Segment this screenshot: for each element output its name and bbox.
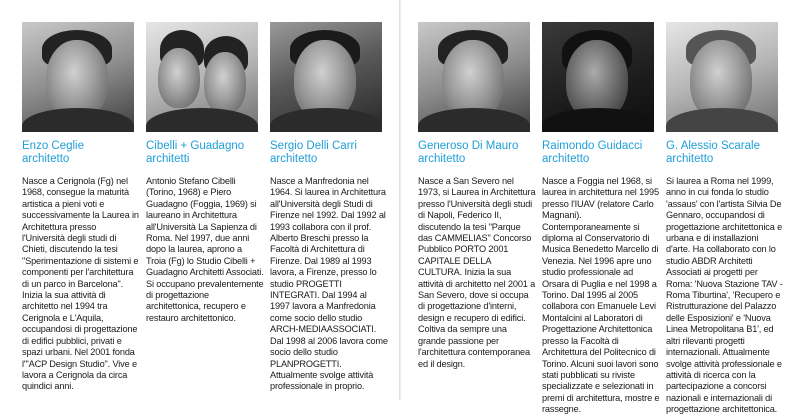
architect-role: architetti — [146, 153, 190, 165]
portrait-photo — [418, 22, 530, 132]
architect-bio: Nasce a Manfredonia nel 1964. Si laurea in Architettura all'Università degli Studi di Firenze nel 1992. Dal 1992 al 1993 collabora con il prof. Alberto Breschi presso la Facoltà di Architettura di Firenze. Dal 1989 al 1993 lavora, a Firenze, presso lo studio PROGETTI INTEGRATI. Dal 1994 al 1997 lavora a Manfredonia come socio dello studio ARCH-MEDIAASSOCIATI. Dal 1998 al 2006 lavora come socio dello studio PLANPROGETTI. Attualmente svolge attività professionale in proprio. — [270, 176, 388, 392]
architect-role: architetto — [22, 153, 70, 165]
architect-bio: Si laurea a Roma nel 1999, anno in cui fonda lo studio 'assaus' con l'artista Silvia De Gennaro, occupandosi di progettazione architettonica e urbana e di installazioni d'arte. Ha collaborato con lo studio ABDR Architetti Associati ai progetti per Roma: 'Nuova Stazione TAV - Roma Tiburtina', 'Recupero e Ristrutturazione del Palazzo delle Esposizioni' e 'Nuova Linea Metropolitana B1', ed altri rilevanti progetti internazionali. Attualmente svolge attività professionale e attività di ricerca con la partecipazione a concorsi nazionali e internazionali di progettazione architettonica. — [666, 176, 783, 415]
architect-role: architetto — [270, 153, 318, 165]
architect-bio: Antonio Stefano Cibelli (Torino, 1968) e Piero Guadagno (Foggia, 1969) si laureano in Architettura all'Università La Sapienza di Roma. Nel 1997, due anni dopo la laurea, aprono a Troia (Fg) lo Studio Cibelli + Guadagno Architetti Associati. Si occupano prevalentemente di progettazione architettonica, recupero e restauro architettonico. — [146, 176, 264, 323]
architect-name: Raimondo Guidacci — [542, 140, 643, 152]
architect-role: architetto — [542, 153, 590, 165]
architect-name: Sergio Delli Carri — [270, 140, 357, 152]
portrait-photo — [22, 22, 134, 132]
profile-card-delli-carri — [270, 22, 388, 393]
architect-role: architetto — [666, 153, 714, 165]
profile-card-cibelli-guadagno — [146, 22, 264, 324]
profile-card-guidacci — [542, 22, 660, 416]
portrait-photo — [666, 22, 778, 132]
architect-name: G. Alessio Scarale — [666, 140, 760, 152]
architect-name: Generoso Di Mauro — [418, 140, 519, 152]
profile-card-scarale — [666, 22, 784, 416]
architect-bio: Nasce a San Severo nel 1973, si Laurea in Architettura presso l'Università degli studi di Napoli, Federico II, discutendo la tesi "Parque das CAMMELIAS" Concorso Pubblico PORTO 2001 CAPITALE DELLA CULTURA. Inizia la sua attività di architetto nel 2001 a San Severo, dove si occupa di progettazione d'interni, design e recupero di edifici. Coltiva da sempre una grande passione per l'architettura contemporanea ed il design. — [418, 176, 536, 369]
profile-card-di-mauro — [418, 22, 536, 370]
architect-bio: Nasce a Cerignola (Fg) nel 1968, consegue la maturità artistica a pieni voti e successivamente la Laurea in Architettura presso l'Università degli studi di Chieti, discutendo la tesi "Sperimentazione di sistemi e componenti per l'architettura di un parco in Barcelona". Inizia la sua attività di architetto nel 1994 tra Cerignola e L'Aquila, occupandosi di progettazione di edifici pubblici, privati e spazi urbani. Nel 2001 fonda l'"ACP Design Studio". Vive e lavora a Cerignola da circa quindici anni. — [22, 176, 139, 392]
architect-name: Cibelli + Guadagno — [146, 140, 245, 152]
architect-name: Enzo Ceglie — [22, 140, 85, 152]
architect-role: architetto — [418, 153, 466, 165]
architect-bio: Nasce a Foggia nel 1968, si laurea in architettura nel 1995 presso l'IUAV (relatore Carlo Magnani). Contemporaneamente si diploma al Conservatorio di Musica Benedetto Marcello di Venezia. Nel 1996 apre uno studio professionale ad Orsara di Puglia e nel 1998 a Torino. Dal 1995 al 2005 collabora con Emanuele Levi Montalcini al Laboratori di Progettazione Architettonica presso la Facoltà di Architettura del Politecnico di Torino. Alcuni suoi lavori sono stati pubblicati su riviste specializzate e selezionati in premi di architettura, mostre e rassegne. — [542, 176, 660, 415]
portrait-photo — [542, 22, 654, 132]
portrait-photo — [270, 22, 382, 132]
profile-card-ceglie — [22, 22, 140, 393]
page-gutter — [399, 0, 401, 400]
portrait-photo — [146, 22, 258, 132]
